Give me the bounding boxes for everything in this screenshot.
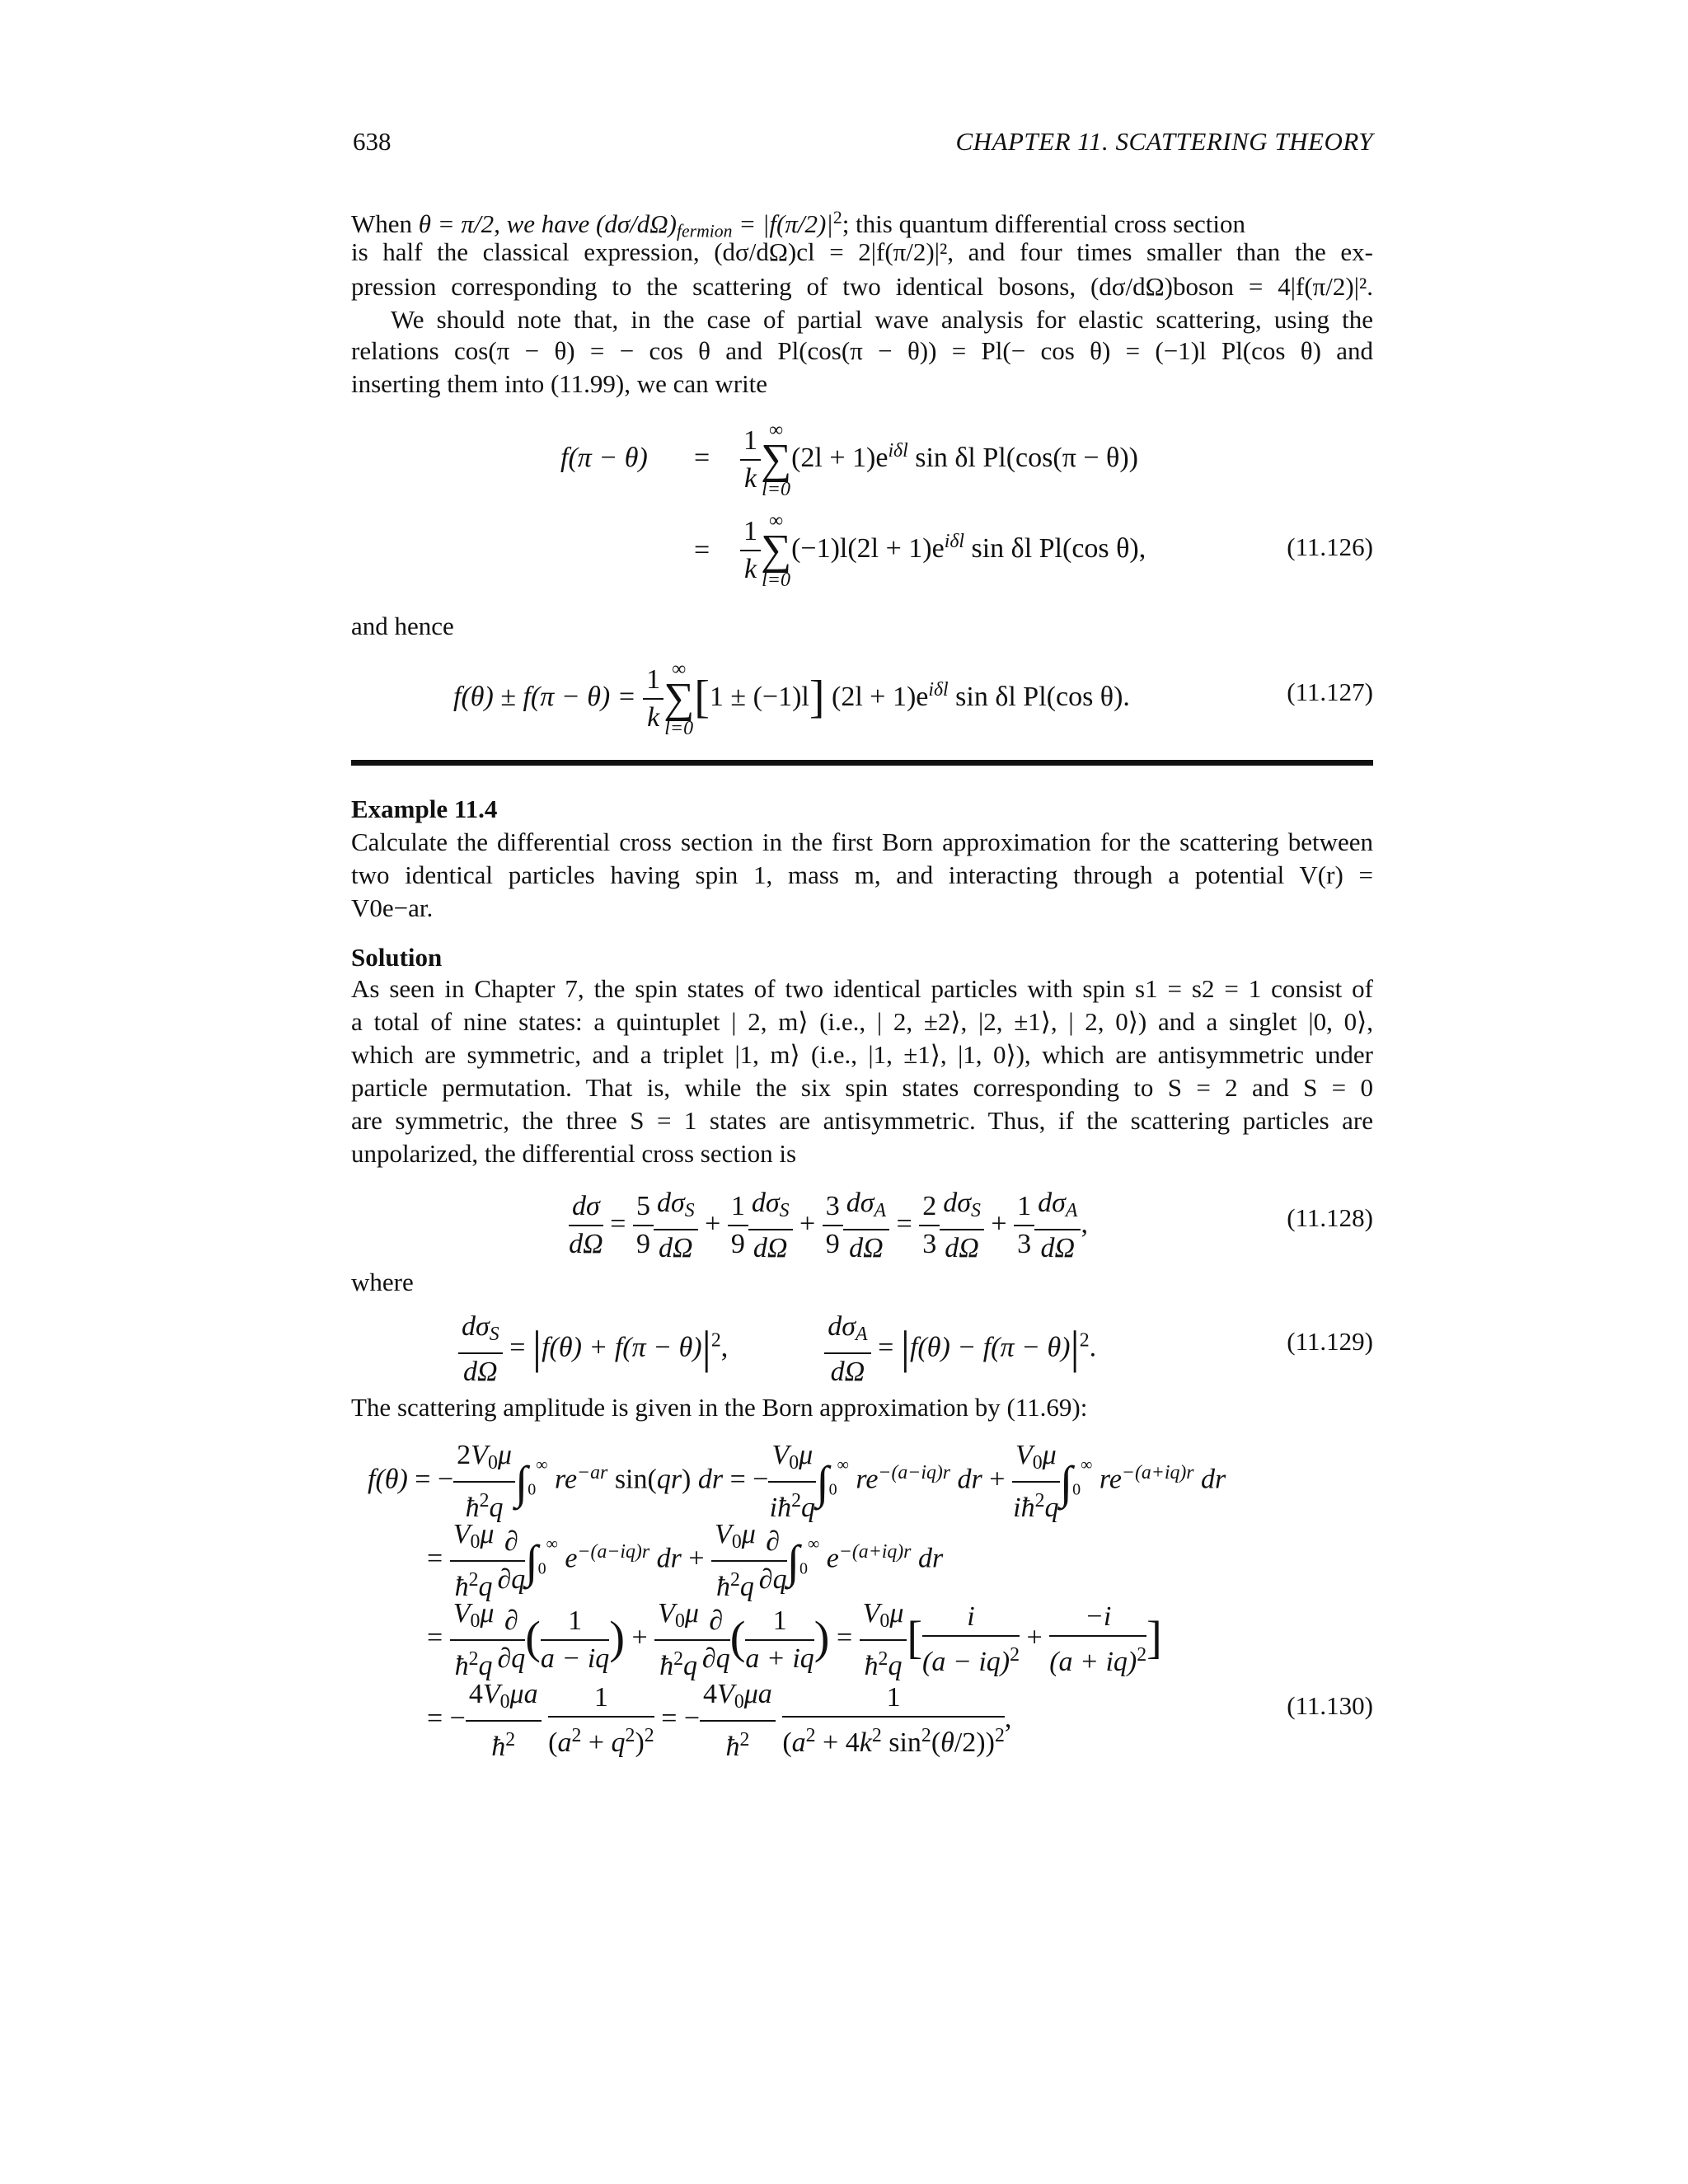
eq-11-126-line1: f(π − θ) (560, 443, 648, 473)
para2-line2: relations cos(π − θ) = − cos θ and Pl(cos(π − θ)) = Pl(− cos θ) = (−1)l Pl(cos θ) and (351, 336, 1373, 365)
example-title: Example 11.4 (351, 794, 498, 823)
equation-number-11-126: (11.126) (1287, 532, 1373, 561)
solution-line1: As seen in Chapter 7, the spin states of two identical particles with spin s1 = s2 = 1 consist of (351, 974, 1373, 1003)
equation-number-11-127: (11.127) (1287, 677, 1373, 706)
equation-number-11-130: (11.130) (1287, 1691, 1373, 1720)
solution-line6: unpolarized, the differential cross section is (351, 1139, 797, 1168)
para2-line3: inserting them into (11.99), we can write (351, 369, 768, 398)
example-line3: V0e−ar. (351, 893, 434, 922)
eq-11-126-rhs1: $\frac{1}{k}$ ∞ ∑ l=0 $(2l + 1)e^{i\delta l}$ sin δl Pl(cos(π − θ)) (740, 420, 1138, 499)
solution-line4: particle permutation. That is, while the six spin states corresponding to S = 2 and S = 0 (351, 1073, 1373, 1102)
eq-11-126-rhs2: $\frac{1}{k}$ ∞ ∑ l=0 $(-1)l(2l + 1)e^{i\delta l}$ sin δl Pl(cos θ), (740, 511, 1146, 590)
example-line1: Calculate the differential cross section in the first Born approximation for the scattering between (351, 827, 1373, 856)
para1-line3: pression corresponding to the scattering of two identical bosons, (dσ/dΩ)boson = 4|f(π/2)|². (351, 272, 1373, 301)
section-divider (351, 760, 1373, 766)
solution-line5: are symmetric, the three S = 1 states are antisymmetric. Thus, if the scattering particles are (351, 1106, 1373, 1135)
eq-11-130-line1: f(θ) = − $\frac{2V_0\mu}{ħ^2q}$ $\int_0^\infty$ $re^{-ar}$ sin(qr) dr = − $\frac{V_0\mu}{iħ^2q}$ $\int_0^\infty$ $re^{-(a-iq)r}$ dr + $\frac{V_0\mu}{iħ^2q}$ $\int_0^\infty$ $re^{-(a+iq)r}$ dr (368, 1440, 1226, 1523)
eq-11-129: $\frac{d\sigma_S}{d\Omega}$ = $|f(\theta) + f(\pi - \theta)|^2$, $\frac{d\sigma_A}{d\Omega}$ = $|f(\theta) - f(\pi - \theta)|^2$. (458, 1310, 1096, 1389)
eq-11-127: f(θ) ± f(π − θ) = $\frac{1}{k}$ ∞ ∑ l=0 [1 ± (−1)l] $(2l + 1)e^{i\delta l}$ sin δl Pl(cos θ). (453, 658, 1130, 739)
equation-number-11-128: (11.128) (1287, 1203, 1373, 1232)
solution-line2: a total of nine states: a quintuplet | 2, m⟩ (i.e., | 2, ±2⟩, |2, ±1⟩, | 2, 0⟩) and a singlet |0, 0⟩, (351, 1007, 1373, 1036)
solution-line3: which are symmetric, and a triplet |1, m⟩ (i.e., |1, ±1⟩, |1, 0⟩), which are antisymmetric under (351, 1040, 1373, 1069)
where: where (351, 1268, 414, 1296)
eq-11-128: $\frac{d\sigma}{d\Omega}$ = $\frac{5}{9}$ $\frac{d\sigma_S}{d\Omega}$ + $\frac{1}{9}$ $\frac{d\sigma_S}{d\Omega}$ + $\frac{3}{9}$ $\frac{d\sigma_A}{d\Omega}$ = $\frac{2}{3}$ $\frac{d\sigma_S}{d\Omega}$ + $\frac{1}{3}$ $\frac{d\sigma_A}{d\Omega}$ , (569, 1188, 1088, 1263)
para2-line1: We should note that, in the case of partial wave analysis for elastic scattering, using the (391, 305, 1373, 334)
and-hence: and hence (351, 612, 454, 640)
para1-line2: is half the classical expression, (dσ/dΩ)cl = 2|f(π/2)|², and four times smaller than the ex- (351, 237, 1373, 266)
eq-equals: = (694, 443, 710, 473)
eq-11-130-line2: = $\frac{V_0\mu}{ħ^2q}$ $\frac{\partial}{\partial q}$ $\int_0^\infty$ $e^{-(a-iq)r}$ dr + $\frac{V_0\mu}{ħ^2q}$ $\frac{\partial}{\partial q}$ $\int_0^\infty$ $e^{-(a+iq)r}$ dr (427, 1519, 944, 1602)
running-header: CHAPTER 11. SCATTERING THEORY (955, 127, 1373, 156)
page-number: 638 (353, 127, 392, 156)
solution-title: Solution (351, 943, 443, 972)
para1-line1: When θ = π/2, we have $(d\sigma/d\Omega)_{fermion} = |f(\pi/2)|^2$; this quantum differential cross section (351, 208, 1245, 241)
born-approx-line: The scattering amplitude is given in the Born approximation by (11.69): (351, 1393, 1088, 1422)
eq-equals-2: = (694, 535, 710, 565)
equation-number-11-129: (11.129) (1287, 1327, 1373, 1356)
eq-11-130-line3: = $\frac{V_0\mu}{ħ^2q}$ $\frac{\partial}{\partial q}$ ( $\frac{1}{a - iq}$ ) + $\frac{V_0\mu}{ħ^2q}$ $\frac{\partial}{\partial q}$ ( $\frac{1}{a + iq}$ ) = $\frac{V_0\mu}{ħ^2q}$ [ $\frac{i}{(a - iq)^2}$ + $\frac{-i}{(a + iq)^2}$ ] (427, 1598, 1162, 1681)
example-line2: two identical particles having spin 1, mass m, and interacting through a potential V(r) = (351, 860, 1373, 889)
eq-11-130-line4: = − $\frac{4V_0\mu a}{ħ^2}$ $\frac{1}{(a^2 + q^2)^2}$ = − $\frac{4V_0\mu a}{ħ^2}$ $\frac{1}{(a^2 + 4k^2 \sin^2(\theta/2))^2}$ , (427, 1679, 1012, 1762)
